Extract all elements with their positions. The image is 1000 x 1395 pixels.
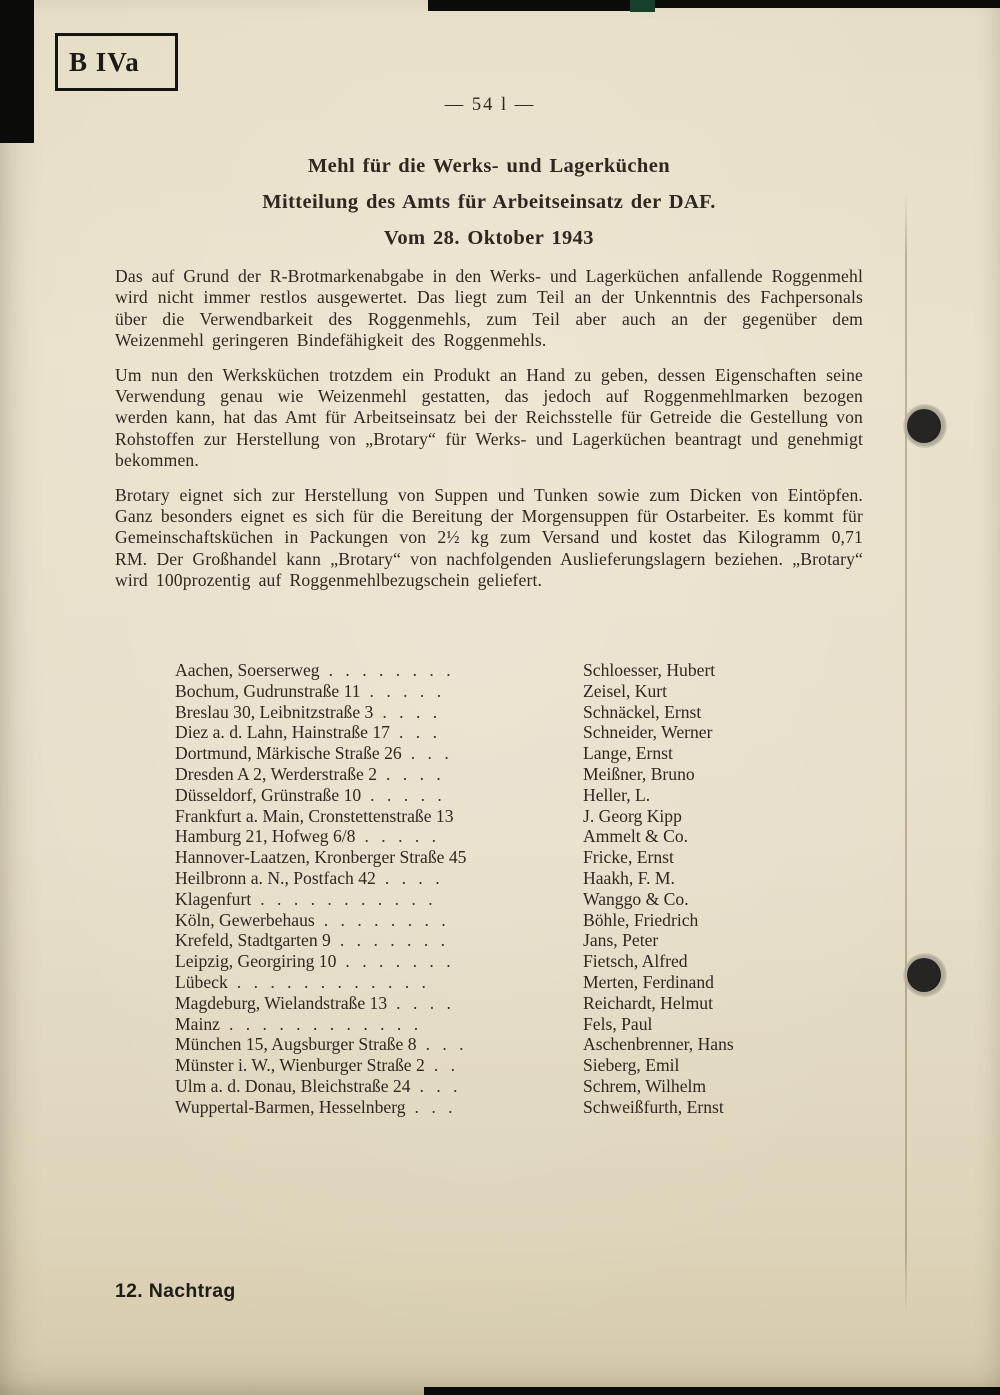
- hole-punch-hole: [907, 409, 941, 443]
- distributor-row: [175, 702, 875, 723]
- distributor-location-cell: [175, 660, 583, 681]
- distributor-name: Schnäckel, Ernst: [583, 701, 702, 722]
- distributor-location: Dortmund, Märkische Straße 26: [175, 743, 402, 764]
- distributor-location-cell: [175, 1034, 583, 1055]
- distributor-name: J. Georg Kipp: [583, 805, 682, 826]
- distributor-location: Dresden A 2, Werderstraße 2: [175, 763, 377, 784]
- distributor-row: [175, 1034, 875, 1055]
- distributor-location: Breslau 30, Leibnitzstraße 3: [175, 701, 374, 722]
- distributor-row: [175, 722, 875, 743]
- dot-leader: . .: [433, 1055, 460, 1076]
- distributor-name: Haakh, F. M.: [583, 867, 675, 888]
- distributor-location-cell: [175, 826, 583, 847]
- distributor-location-cell: [175, 889, 583, 910]
- distributor-row: [175, 951, 875, 972]
- distributor-location-cell: [175, 764, 583, 785]
- classification-box: [55, 33, 178, 91]
- dot-leader: . . . .: [384, 867, 444, 888]
- hole-punch-hole: [907, 958, 941, 992]
- page-number: — 54 l —: [444, 95, 536, 115]
- distributor-location: Hannover-Laatzen, Kronberger Straße 45: [175, 847, 467, 868]
- distributor-location-cell: [175, 743, 583, 764]
- distributor-row: [175, 1014, 875, 1035]
- distributor-row: [175, 930, 875, 951]
- distributor-row: [175, 806, 875, 827]
- scan-edge-top-strip: [428, 0, 630, 11]
- distributor-location-cell: [175, 951, 583, 972]
- distributor-location: Leipzig, Georgiring 10: [175, 951, 337, 972]
- distributor-row: [175, 764, 875, 785]
- dot-leader: . . . . .: [369, 680, 446, 701]
- distributor-location-cell: [175, 847, 583, 868]
- distributor-row: [175, 660, 875, 681]
- distributor-location: Köln, Gewerbehaus: [175, 909, 315, 930]
- distributor-location-cell: [175, 972, 583, 993]
- body-paragraph-1: Das auf Grund der R-Brotmarkenabgabe in den Werks- und Lagerküchen anfallende Roggenmehl wird nicht immer restlos ausgewertet. Das liegt zum Teil an der Unkenntnis des Fachpersonals über die Verwendbarkeit des Roggenmehls, zum Teil aber auch an der gegenüber dem Weizenmehl geringeren Bindefähigkeit des Roggenmehls.: [115, 266, 863, 351]
- distributor-location-cell: [175, 681, 583, 702]
- body-paragraph-3: Brotary eignet sich zur Herstellung von Suppen und Tunken sowie zum Dicken von Eintöpfen. Ganz besonders eignet es sich für die Bereitung der Morgensuppen für Ostarbeiter. Es kommt für Gemeinschaftsküchen in Packungen von 2½ kg zum Versand und kostet das Kilogramm 0,71 RM. Der Großhandel kann „Brotary“ von nachfolgenden Auslieferungslagern beziehen. „Brotary“ wird 100prozentig auf Roggenmehlbezugschein geliefert.: [115, 484, 863, 591]
- distributor-name: Lange, Ernst: [583, 743, 673, 764]
- scan-edge-left-strip: [0, 0, 34, 143]
- distributor-location: Krefeld, Stadtgarten 9: [175, 930, 331, 951]
- distributor-location-cell: [175, 930, 583, 951]
- distributor-location: Aachen, Soerserweg: [175, 660, 320, 680]
- title-line-3: Vom 28. Oktober 1943: [384, 227, 594, 249]
- distributor-location-cell: [175, 702, 583, 723]
- distributor-location-cell: [175, 806, 583, 827]
- distributor-row: [175, 972, 875, 993]
- distributor-row: [175, 743, 875, 764]
- dot-leader: . . . . . . . . . . .: [260, 888, 437, 909]
- distributor-name: Schweißfurth, Ernst: [583, 1096, 724, 1117]
- title-line-1: Mehl für die Werks- und Lagerküchen: [307, 155, 671, 177]
- dot-leader: . . .: [410, 743, 453, 764]
- distributor-location: Frankfurt a. Main, Cronstettenstraße 13: [175, 805, 454, 826]
- distributor-name: Aschenbrenner, Hans: [583, 1034, 734, 1055]
- document-title: [115, 148, 863, 256]
- distributor-name: Böhle, Friedrich: [583, 909, 699, 930]
- distributor-row: [175, 847, 875, 868]
- dot-leader: . . . . . . . .: [328, 660, 455, 680]
- distributor-row: [175, 993, 875, 1014]
- distributor-location: Mainz: [175, 1013, 220, 1034]
- distributor-row: [175, 1076, 875, 1097]
- distributor-location: Bochum, Gudrunstraße 11: [175, 680, 361, 701]
- distributor-name: Schrem, Wilhelm: [583, 1075, 707, 1096]
- scan-edge-green-strip: [630, 0, 655, 12]
- distributor-name: Jans, Peter: [583, 930, 659, 951]
- distributor-row: [175, 1055, 875, 1076]
- distributor-location-cell: [175, 1076, 583, 1097]
- dot-leader: . . . . . . .: [345, 951, 455, 972]
- dot-leader: . . . .: [386, 763, 445, 784]
- dot-leader: . . .: [425, 1034, 468, 1055]
- distributor-row: [175, 826, 875, 847]
- distributor-location: Klagenfurt: [175, 888, 252, 909]
- distributor-location-cell: [175, 1014, 583, 1035]
- dot-leader: . . . . . . . . . . . .: [228, 1013, 423, 1034]
- distributor-location: Heilbronn a. N., Postfach 42: [175, 867, 376, 888]
- distributor-name: Fels, Paul: [583, 1013, 653, 1034]
- distributor-location-cell: [175, 785, 583, 806]
- distributor-location: Düsseldorf, Grünstraße 10: [175, 784, 362, 805]
- distributor-location-cell: [175, 868, 583, 889]
- classification-label: B IVa: [69, 46, 140, 77]
- distributor-location: Diez a. d. Lahn, Hainstraße 17: [175, 722, 390, 743]
- distributor-location: München 15, Augsburger Straße 8: [175, 1034, 417, 1055]
- distributor-location: Hamburg 21, Hofweg 6/8: [175, 826, 356, 847]
- distributor-row: [175, 868, 875, 889]
- distributor-row: [175, 681, 875, 702]
- distributor-location: Wuppertal-Barmen, Hesselnberg: [175, 1096, 406, 1117]
- distributor-location: Lübeck: [175, 971, 228, 992]
- dot-leader: . . .: [398, 722, 441, 743]
- dot-leader: . . . . . . . .: [323, 909, 450, 930]
- distributor-location: Ulm a. d. Donau, Bleichstraße 24: [175, 1075, 411, 1096]
- distributor-name: Ammelt & Co.: [583, 826, 689, 847]
- distributor-location-cell: [175, 910, 583, 931]
- distributor-name: Schneider, Werner: [583, 722, 713, 743]
- distributor-row: [175, 910, 875, 931]
- hole-punch-bottom: [903, 953, 947, 997]
- distributor-name: Wanggo & Co.: [583, 888, 689, 909]
- distributor-list: [175, 660, 875, 1118]
- body-text: [115, 266, 863, 605]
- footer-supplement-label: 12. Nachtrag: [115, 1280, 236, 1302]
- dot-leader: . . . .: [382, 701, 442, 722]
- scan-edge-bottom-strip: [424, 1387, 1000, 1395]
- distributor-location-cell: [175, 722, 583, 743]
- distributor-row: [175, 889, 875, 910]
- distributor-location-cell: [175, 1097, 583, 1118]
- dot-leader: . . .: [414, 1096, 457, 1117]
- distributor-name: Zeisel, Kurt: [583, 680, 668, 701]
- hole-punch-top: [903, 404, 947, 448]
- dot-leader: . . . . .: [364, 826, 441, 847]
- distributor-name: Reichardt, Helmut: [583, 992, 713, 1013]
- distributor-location: Münster i. W., Wienburger Straße 2: [175, 1055, 425, 1076]
- distributor-location-cell: [175, 993, 583, 1014]
- distributor-name: Fricke, Ernst: [583, 847, 674, 868]
- dot-leader: . . . .: [396, 992, 455, 1013]
- body-paragraph-2: Um nun den Werksküchen trotzdem ein Produkt an Hand zu geben, dessen Eigenschaften seine Verwendung genau wie Weizenmehl gestatten, das jedoch auf Roggenmehlmarken bezogen werden kann, hat das Amt für Arbeitseinsatz bei der Reichsstelle für Getreide die Gestellung von Rohstoffen zur Herstellung von „Brotary“ für Werks- und Lagerküchen beantragt und genehmigt bekommen.: [115, 364, 863, 471]
- dot-leader: . . . . . . . . . . . .: [236, 971, 430, 992]
- dot-leader: . . .: [419, 1075, 462, 1096]
- distributor-location-cell: [175, 1055, 583, 1076]
- page-right-edge-line: [905, 192, 907, 1314]
- distributor-name: Meißner, Bruno: [583, 763, 695, 784]
- dot-leader: . . . . . . .: [339, 930, 450, 951]
- distributor-name: Sieberg, Emil: [583, 1055, 680, 1076]
- distributor-name: Heller, L.: [583, 784, 651, 805]
- distributor-row: [175, 1097, 875, 1118]
- distributor-name: Fietsch, Alfred: [583, 951, 688, 972]
- title-line-2: Mitteilung des Amts für Arbeitseinsatz der DAF.: [262, 191, 716, 213]
- distributor-name: Merten, Ferdinand: [583, 971, 714, 992]
- distributor-location: Magdeburg, Wielandstraße 13: [175, 992, 388, 1013]
- distributor-name: Schloesser, Hubert: [583, 660, 716, 680]
- dot-leader: . . . . .: [370, 784, 446, 805]
- distributor-row: [175, 785, 875, 806]
- scan-edge-top-right-strip: [655, 0, 1000, 8]
